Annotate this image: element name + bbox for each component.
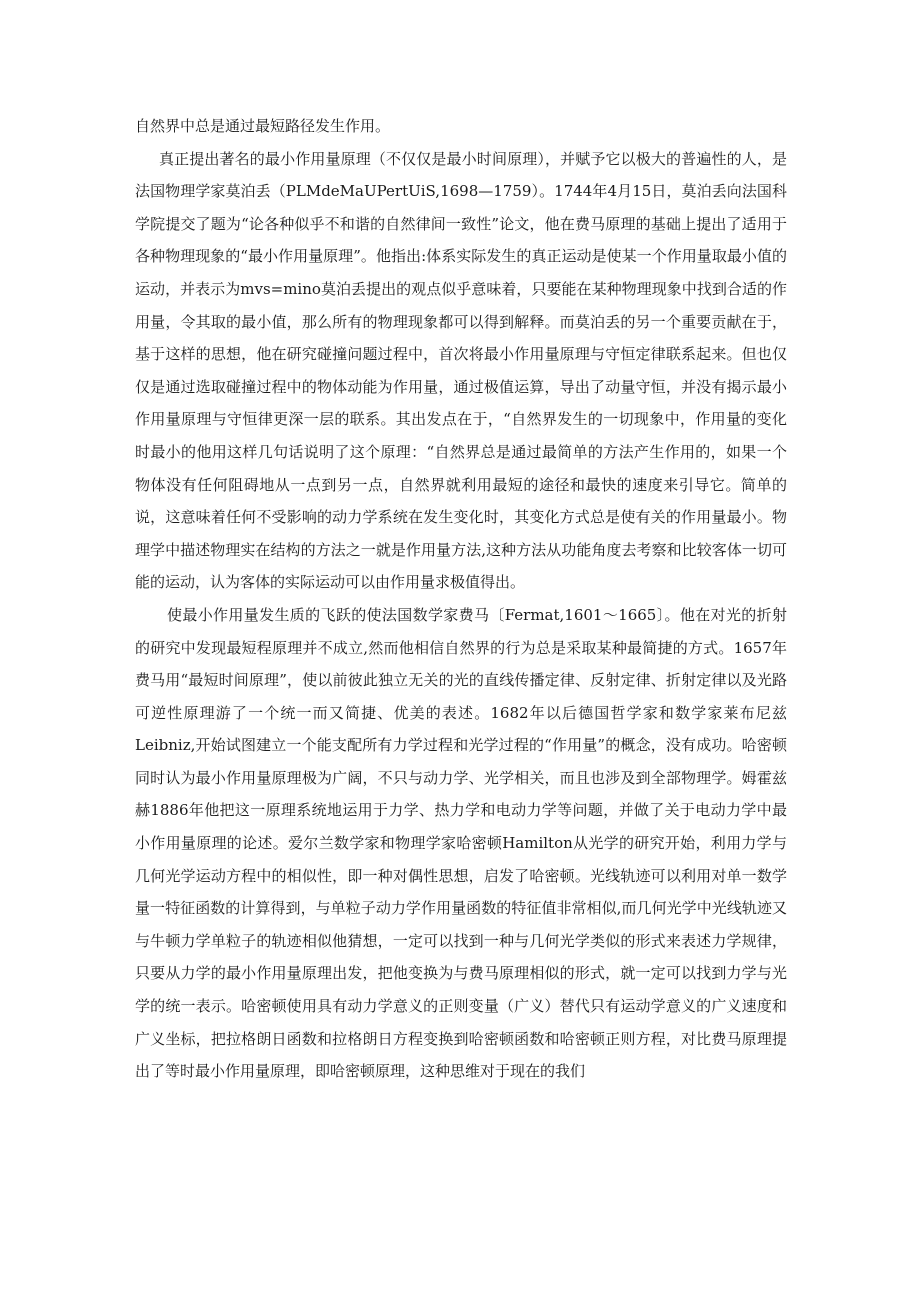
document-body <box>135 110 787 1088</box>
paragraph-2: 真正提出著名的最小作用量原理（不仅仅是最小时间原理），并赋予它以极大的普遍性的人，是法国物理学家莫泊丢（PLMdeMaUPertUiS,1698—1759）。1744年4月15日，莫泊丢向法国科学院提交了题为“论各种似乎不和谐的自然律间一致性”论文，他在费马原理的基础上提出了适用于各种物理现象的“最小作用量原理”。他指出:体系实际发生的真正运动是使某一个作用量取最小值的运动，并表示为mvs=mino莫泊丢提出的观点似乎意味着，只要能在某种物理现象中找到合适的作用量，令其取的最小值，那么所有的物理现象都可以得到解释。而莫泊丢的另一个重要贡献在于，基于这样的思想，他在研究碰撞问题过程中，首次将最小作用量原理与守恒定律联系起来。但也仅仅是通过选取碰撞过程中的物体动能为作用量，通过极值运算，导出了动量守恒，并没有揭示最小作用量原理与守恒律更深一层的联系。其出发点在于，“自然界发生的一切现象中，作用量的变化时最小的他用这样几句话说明了这个原理：“自然界总是通过最简单的方法产生作用的，如果一个物体没有任何阻碍地从一点到另一点，自然界就利用最短的途径和最快的速度来引导它。简单的说，这意味着任何不受影响的动力学系统在发生变化时，其变化方式总是使有关的作用量最小。物理学中描述物理实在结构的方法之一就是作用量方法,这种方法从功能角度去考察和比较客体一切可能的运动，认为客体的实际运动可以由作用量求极值得出。 <box>135 149 787 592</box>
paragraph-3: 使最小作用量发生质的飞跃的使法国数学家费马〔Fermat,1601～1665〕。他在对光的折射的研究中发现最短程原理并不成立,然而他相信自然界的行为总是采取某种最简捷的方式。1657年费马用“最短时间原理”，使以前彼此独立无关的光的直线传播定律、反射定律、折射定律以及光路可逆性原理游了一个统一而又简捷、优美的表述。1682年以后德国哲学家和数学家莱布尼兹Leibniz,开始试图建立一个能支配所有力学过程和光学过程的“作用量”的概念，没有成功。哈密顿同时认为最小作用量原理极为广阔，不只与动力学、光学相关，而且也涉及到全部物理学。姆霍兹赫1886年他把这一原理系统地运用于力学、热力学和电动力学等问题，并做了关于电动力学中最小作用量原理的论述。爱尔兰数学家和物理学家哈密顿Hamilton从光学的研究开始，利用力学与几何光学运动方程中的相似性，即一种对偶性思想，启发了哈密顿。光线轨迹可以利用对单一数学量一特征函数的计算得到，与单粒子动力学作用量函数的特征值非常相似,而几何光学中光线轨迹又与牛顿力学单粒子的轨迹相似他猜想，一定可以找到一种与几何光学类似的形式来表述力学规律，只要从力学的最小作用量原理出发，把他变换为与费马原理相似的形式，就一定可以找到力学与光学的统一表示。哈密顿使用具有动力学意义的正则变量（广义）替代只有运动学意义的广义速度和广义坐标，把拉格朗日函数和拉格朗日方程变换到哈密顿函数和哈密顿正则方程，对比费马原理提出了等时最小作用量原理，即哈密顿原理，这种思维对于现在的我们 <box>135 605 787 1081</box>
paragraph-1: 自然界中总是通过最短路径发生作用。 <box>135 117 391 135</box>
